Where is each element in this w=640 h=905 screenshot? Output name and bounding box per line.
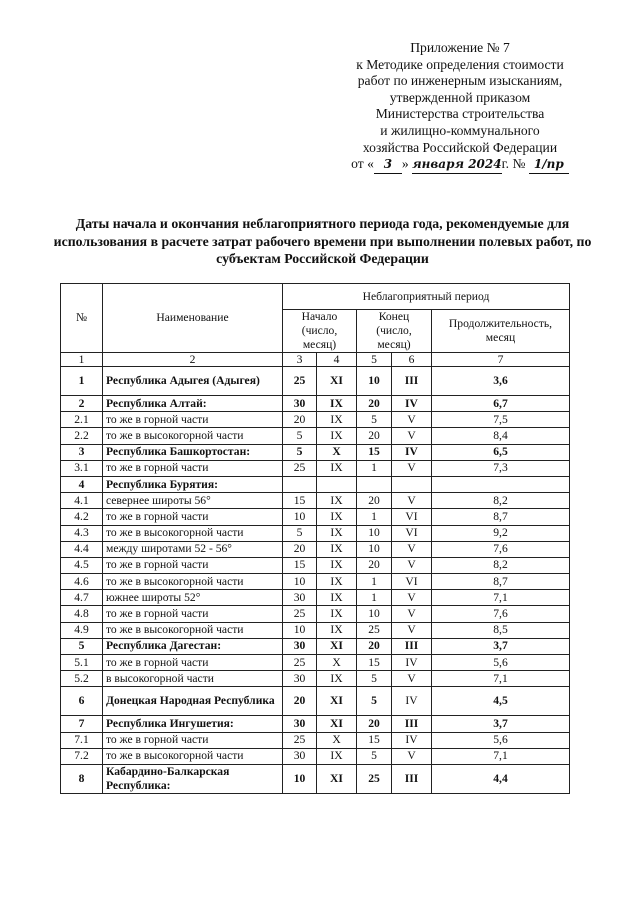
cell-end-day: 25	[357, 764, 392, 793]
table-row	[61, 590, 570, 606]
cell-start-month: IX	[317, 493, 357, 509]
date-month: января 2024	[412, 156, 501, 174]
cell-start-month	[317, 476, 357, 492]
column-number: 1	[61, 353, 103, 367]
cell-end-day: 5	[357, 671, 392, 687]
cell-num: 4.2	[61, 509, 103, 525]
table-row	[61, 732, 570, 748]
cell-end-month: VI	[392, 574, 432, 590]
cell-end-month: V	[392, 541, 432, 557]
cell-name: то же в высокогорной части	[103, 748, 283, 764]
cell-start-month: XI	[317, 638, 357, 654]
cell-start-day: 10	[283, 764, 317, 793]
cell-duration: 9,2	[432, 525, 570, 541]
cell-start-month: XI	[317, 716, 357, 732]
cell-end-day: 1	[357, 509, 392, 525]
cell-end-day: 5	[357, 412, 392, 428]
cell-end-month: V	[392, 671, 432, 687]
cell-end-month: V	[392, 460, 432, 476]
table-row	[61, 412, 570, 428]
cell-end-month: IV	[392, 396, 432, 412]
cell-end-day: 10	[357, 606, 392, 622]
table-row	[61, 606, 570, 622]
cell-name: между широтами 52 - 56°	[103, 541, 283, 557]
cell-start-day: 5	[283, 525, 317, 541]
cell-end-day: 15	[357, 655, 392, 671]
cell-name: то же в горной части	[103, 732, 283, 748]
cell-end-day: 15	[357, 732, 392, 748]
cell-name: Республика Бурятия:	[103, 476, 283, 492]
appendix-line: Министерства строительства	[375, 106, 545, 122]
cell-start-month: IX	[317, 541, 357, 557]
cell-end-month: III	[392, 716, 432, 732]
cell-end-day: 10	[357, 541, 392, 557]
column-number: 6	[392, 353, 432, 367]
table-row	[61, 460, 570, 476]
header-duration: Продолжительность, месяц	[432, 310, 570, 353]
cell-start-day: 25	[283, 606, 317, 622]
table-row	[61, 396, 570, 412]
cell-num: 4.6	[61, 574, 103, 590]
cell-start-day: 30	[283, 748, 317, 764]
cell-start-month: IX	[317, 748, 357, 764]
cell-end-month: V	[392, 748, 432, 764]
cell-duration: 4,4	[432, 764, 570, 793]
appendix-date-line	[300, 156, 620, 174]
cell-start-day: 25	[283, 732, 317, 748]
table-row	[61, 748, 570, 764]
table-row	[61, 476, 570, 492]
cell-num: 3	[61, 444, 103, 460]
cell-end-month: V	[392, 557, 432, 573]
cell-end-month: V	[392, 606, 432, 622]
table-row	[61, 622, 570, 638]
cell-start-day: 5	[283, 428, 317, 444]
cell-name: Республика Адыгея (Адыгея)	[103, 367, 283, 396]
cell-start-month: IX	[317, 525, 357, 541]
cell-end-month: III	[392, 764, 432, 793]
cell-name: Республика Дагестан:	[103, 638, 283, 654]
cell-start-month: IX	[317, 606, 357, 622]
cell-duration: 6,7	[432, 396, 570, 412]
cell-start-month: IX	[317, 428, 357, 444]
cell-start-month: IX	[317, 671, 357, 687]
cell-start-day: 30	[283, 638, 317, 654]
column-number: 4	[317, 353, 357, 367]
table-row	[61, 655, 570, 671]
cell-end-day: 20	[357, 638, 392, 654]
appendix-line: и жилищно-коммунального	[380, 122, 540, 138]
order-number: 1/пр	[529, 156, 569, 174]
cell-num: 7.1	[61, 732, 103, 748]
cell-end-day: 1	[357, 590, 392, 606]
cell-start-month: X	[317, 655, 357, 671]
cell-end-day: 1	[357, 574, 392, 590]
cell-start-month: X	[317, 444, 357, 460]
cell-start-day: 15	[283, 493, 317, 509]
table-row	[61, 509, 570, 525]
date-mid: »	[401, 156, 409, 172]
cell-duration: 7,5	[432, 412, 570, 428]
column-number: 5	[357, 353, 392, 367]
table-row	[61, 541, 570, 557]
cell-start-day: 10	[283, 622, 317, 638]
cell-num: 2.2	[61, 428, 103, 444]
cell-num: 1	[61, 367, 103, 396]
column-number: 7	[432, 353, 570, 367]
date-day: 3	[374, 156, 402, 174]
cell-name: Республика Ингушетия:	[103, 716, 283, 732]
date-prefix: от «	[351, 156, 374, 172]
cell-end-month: IV	[392, 732, 432, 748]
cell-duration: 8,7	[432, 574, 570, 590]
date-suffix: г. №	[501, 156, 526, 172]
cell-start-month: IX	[317, 574, 357, 590]
header-end: Конец (число, месяц)	[357, 310, 432, 353]
cell-start-day: 30	[283, 671, 317, 687]
cell-end-day: 20	[357, 493, 392, 509]
table-row	[61, 557, 570, 573]
cell-name: то же в горной части	[103, 412, 283, 428]
cell-num: 4.4	[61, 541, 103, 557]
cell-num: 5.1	[61, 655, 103, 671]
cell-end-month: V	[392, 412, 432, 428]
cell-name: в высокогорной части	[103, 671, 283, 687]
cell-end-month: III	[392, 638, 432, 654]
cell-end-month: VI	[392, 525, 432, 541]
table-row	[61, 671, 570, 687]
cell-start-month: IX	[317, 412, 357, 428]
cell-end-day: 20	[357, 557, 392, 573]
cell-end-day: 5	[357, 687, 392, 716]
cell-name: то же в высокогорной части	[103, 525, 283, 541]
cell-num: 8	[61, 764, 103, 793]
cell-duration: 7,1	[432, 748, 570, 764]
cell-start-day	[283, 476, 317, 492]
table-row	[61, 525, 570, 541]
cell-name: Кабардино-Балкарская Республика:	[103, 764, 283, 793]
cell-start-day: 15	[283, 557, 317, 573]
column-number-row	[61, 353, 570, 367]
cell-end-day: 10	[357, 367, 392, 396]
cell-num: 7.2	[61, 748, 103, 764]
cell-duration: 3,6	[432, 367, 570, 396]
cell-name: Республика Башкортостан:	[103, 444, 283, 460]
document-title: Даты начала и окончания неблагоприятного периода года, рекомендуемые для использования в расчете затрат рабочего времени при выполнении полевых работ, по субъектам Российской Федерации	[53, 216, 592, 266]
cell-end-day: 15	[357, 444, 392, 460]
header-start: Начало (число, месяц)	[283, 310, 357, 353]
table-row	[61, 367, 570, 396]
header-num: №	[61, 284, 103, 353]
period-table	[60, 283, 570, 794]
cell-duration: 5,6	[432, 732, 570, 748]
column-number: 3	[283, 353, 317, 367]
cell-start-month: IX	[317, 460, 357, 476]
table-row	[61, 687, 570, 716]
table-row	[61, 493, 570, 509]
table-row	[61, 764, 570, 793]
cell-num: 7	[61, 716, 103, 732]
cell-duration: 8,7	[432, 509, 570, 525]
cell-end-month	[392, 476, 432, 492]
table-row	[61, 428, 570, 444]
cell-end-month: IV	[392, 444, 432, 460]
cell-num: 2	[61, 396, 103, 412]
cell-end-day	[357, 476, 392, 492]
cell-name: то же в высокогорной части	[103, 428, 283, 444]
cell-name: севернее широты 56°	[103, 493, 283, 509]
cell-num: 3.1	[61, 460, 103, 476]
cell-name: то же в высокогорной части	[103, 622, 283, 638]
cell-duration: 8,5	[432, 622, 570, 638]
cell-duration: 4,5	[432, 687, 570, 716]
table-row	[61, 574, 570, 590]
cell-duration: 3,7	[432, 716, 570, 732]
cell-start-day: 25	[283, 367, 317, 396]
cell-start-month: IX	[317, 396, 357, 412]
appendix-line: утвержденной приказом	[389, 89, 531, 105]
column-number: 2	[103, 353, 283, 367]
cell-end-day: 20	[357, 396, 392, 412]
cell-start-day: 30	[283, 590, 317, 606]
header-period: Неблагоприятный период	[283, 284, 570, 310]
cell-name: то же в горной части	[103, 509, 283, 525]
cell-duration: 3,7	[432, 638, 570, 654]
cell-start-month: IX	[317, 557, 357, 573]
cell-duration: 7,6	[432, 541, 570, 557]
cell-end-month: VI	[392, 509, 432, 525]
cell-end-day: 20	[357, 716, 392, 732]
cell-duration	[432, 476, 570, 492]
appendix-line: работ по инженерным изысканиям,	[357, 73, 563, 89]
cell-duration: 8,4	[432, 428, 570, 444]
cell-end-month: V	[392, 428, 432, 444]
cell-start-day: 30	[283, 396, 317, 412]
table-row	[61, 716, 570, 732]
cell-end-month: IV	[392, 687, 432, 716]
cell-start-day: 30	[283, 716, 317, 732]
table-body	[61, 367, 570, 794]
cell-end-day: 25	[357, 622, 392, 638]
cell-end-month: V	[392, 622, 432, 638]
table-row	[61, 638, 570, 654]
cell-end-month: V	[392, 493, 432, 509]
cell-name: южнее широты 52°	[103, 590, 283, 606]
appendix-line: Приложение № 7	[410, 40, 510, 55]
cell-duration: 7,3	[432, 460, 570, 476]
appendix-line: хозяйства Российской Федерации	[362, 139, 558, 155]
cell-start-day: 20	[283, 687, 317, 716]
cell-num: 5.2	[61, 671, 103, 687]
table-row	[61, 444, 570, 460]
cell-end-month: III	[392, 367, 432, 396]
cell-num: 4.1	[61, 493, 103, 509]
cell-start-month: IX	[317, 590, 357, 606]
cell-duration: 7,6	[432, 606, 570, 622]
cell-end-day: 10	[357, 525, 392, 541]
cell-start-day: 25	[283, 655, 317, 671]
cell-start-month: XI	[317, 687, 357, 716]
cell-start-day: 5	[283, 444, 317, 460]
cell-duration: 8,2	[432, 557, 570, 573]
cell-start-month: IX	[317, 509, 357, 525]
cell-num: 4.3	[61, 525, 103, 541]
cell-num: 4	[61, 476, 103, 492]
cell-start-month: X	[317, 732, 357, 748]
cell-name: то же в горной части	[103, 655, 283, 671]
cell-start-day: 25	[283, 460, 317, 476]
cell-start-month: XI	[317, 764, 357, 793]
appendix-header	[300, 40, 620, 174]
cell-start-day: 10	[283, 574, 317, 590]
cell-start-day: 10	[283, 509, 317, 525]
cell-num: 5	[61, 638, 103, 654]
cell-name: Донецкая Народная Республика	[103, 687, 283, 716]
cell-duration: 8,2	[432, 493, 570, 509]
cell-duration: 5,6	[432, 655, 570, 671]
cell-num: 4.7	[61, 590, 103, 606]
cell-end-day: 1	[357, 460, 392, 476]
cell-start-day: 20	[283, 541, 317, 557]
cell-num: 6	[61, 687, 103, 716]
cell-name: то же в горной части	[103, 557, 283, 573]
cell-name: то же в горной части	[103, 460, 283, 476]
cell-num: 4.8	[61, 606, 103, 622]
cell-duration: 7,1	[432, 590, 570, 606]
cell-end-month: V	[392, 590, 432, 606]
cell-duration: 6,5	[432, 444, 570, 460]
header-name: Наименование	[103, 284, 283, 353]
appendix-line: к Методике определения стоимости	[356, 56, 564, 72]
cell-end-day: 5	[357, 748, 392, 764]
cell-start-month: IX	[317, 622, 357, 638]
cell-name: то же в горной части	[103, 606, 283, 622]
cell-end-month: IV	[392, 655, 432, 671]
cell-name: Республика Алтай:	[103, 396, 283, 412]
cell-num: 2.1	[61, 412, 103, 428]
cell-duration: 7,1	[432, 671, 570, 687]
cell-name: то же в высокогорной части	[103, 574, 283, 590]
cell-num: 4.9	[61, 622, 103, 638]
cell-num: 4.5	[61, 557, 103, 573]
cell-start-day: 20	[283, 412, 317, 428]
cell-start-month: XI	[317, 367, 357, 396]
cell-end-day: 20	[357, 428, 392, 444]
